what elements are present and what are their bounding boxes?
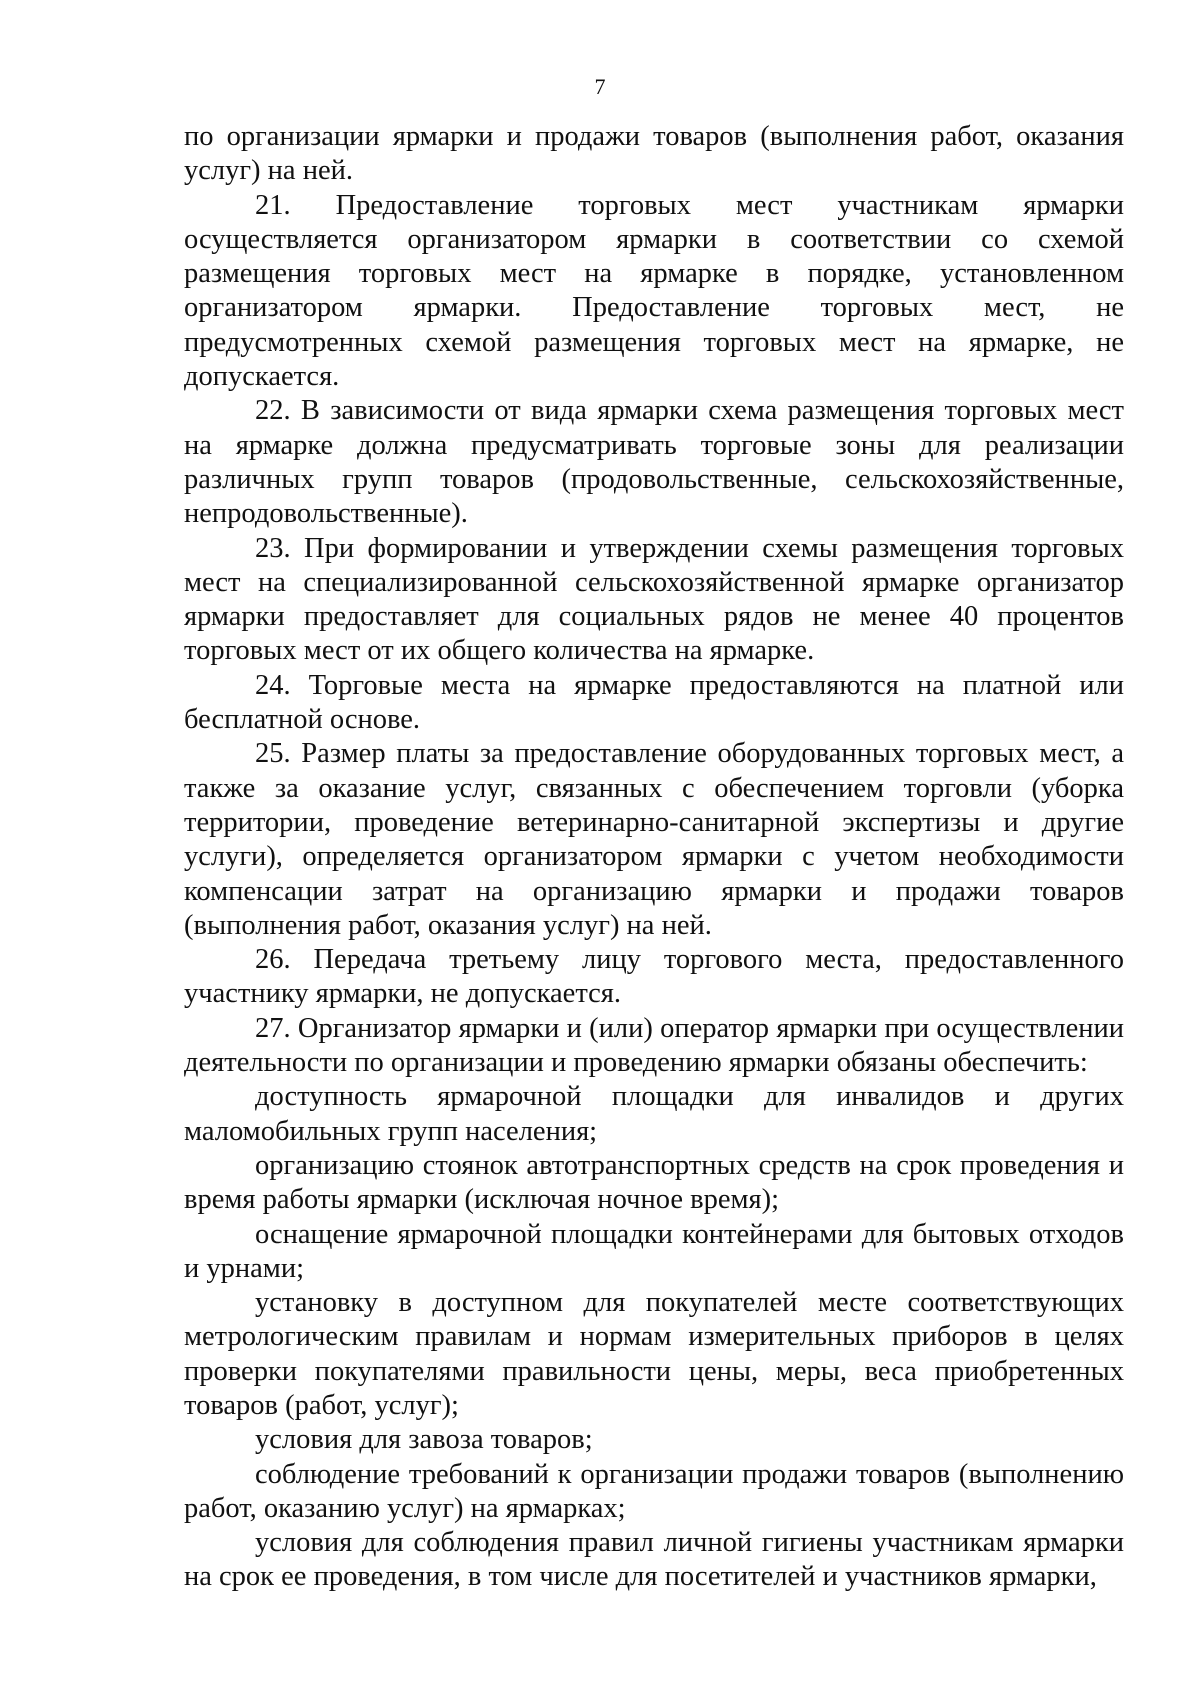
document-body <box>184 120 1124 1595</box>
list-item-parking: организацию стоянок автотранспортных средств на срок проведения и время работы ярмарки (исключая ночное время); <box>184 1149 1124 1216</box>
list-item-accessibility: доступность ярмарочной площадки для инвалидов и других маломобильных групп населения; <box>184 1081 1124 1147</box>
list-item-measuring-instruments: установку в доступном для покупателей месте соответствующих метрологическим правилам и нормам измерительных приборов в целях проверки покупателями правильности цены, меры, веса приобретенных товаров (работ, услуг); <box>184 1287 1124 1421</box>
paragraph-25: 25. Размер платы за предоставление оборудованных торговых мест, а также за оказание услуг, связанных с обеспечением торговли (уборка территории, проведение ветеринарно-санитарной экспертизы и другие услуги), определяется организатором ярмарки с учетом необходимости компенсации затрат на организацию ярмарки и продажи товаров (выполнения работ, оказания услуг) на ней. <box>184 738 1124 941</box>
paragraph-24: 24. Торговые места на ярмарке предоставляются на платной или бесплатной основе. <box>184 669 1124 736</box>
paragraph-21: 21. Предоставление торговых мест участникам ярмарки осуществляется организатором ярмарки в соответствии со схемой размещения торговых мест на ярмарке в порядке, установленном организатором ярмарки. Предоставление торговых мест, не предусмотренных схемой размещения торговых мест на ярмарке, не допускается. <box>184 189 1124 393</box>
paragraph-22: 22. В зависимости от вида ярмарки схема размещения торговых мест на ярмарке должна предусматривать торговые зоны для реализации различных групп товаров (продовольственные, сельскохозяйственные, непродовольственные). <box>184 395 1124 530</box>
list-item-waste-containers: оснащение ярмарочной площадки контейнерами для бытовых отходов и урнами; <box>184 1218 1124 1284</box>
page-number: 7 <box>594 74 606 99</box>
paragraph-27: 27. Организатор ярмарки и (или) оператор ярмарки при осуществлении деятельности по организации и проведению ярмарки обязаны обеспечить: <box>184 1012 1124 1079</box>
list-item-goods-delivery: условия для завоза товаров; <box>255 1424 593 1456</box>
paragraph-26: 26. Передача третьему лицу торгового места, предоставленного участнику ярмарки, не допускается. <box>184 944 1124 1010</box>
list-item-sales-requirements: соблюдение требований к организации продажи товаров (выполнению работ, оказанию услуг) на ярмарках; <box>184 1458 1124 1524</box>
list-item-hygiene-conditions: условия для соблюдения правил личной гигиены участникам ярмарки на срок ее проведения, в том числе для посетителей и участников ярмарки, <box>184 1527 1124 1593</box>
paragraph-23: 23. При формировании и утверждении схемы размещения торговых мест на специализированной сельскохозяйственной ярмарке организатор ярмарки предоставляет для социальных рядов не менее 40 процентов торговых мест от их общего количества на ярмарке. <box>184 532 1124 667</box>
paragraph-continuation: по организации ярмарки и продажи товаров (выполнения работ, оказания услуг) на ней. <box>184 121 1124 187</box>
